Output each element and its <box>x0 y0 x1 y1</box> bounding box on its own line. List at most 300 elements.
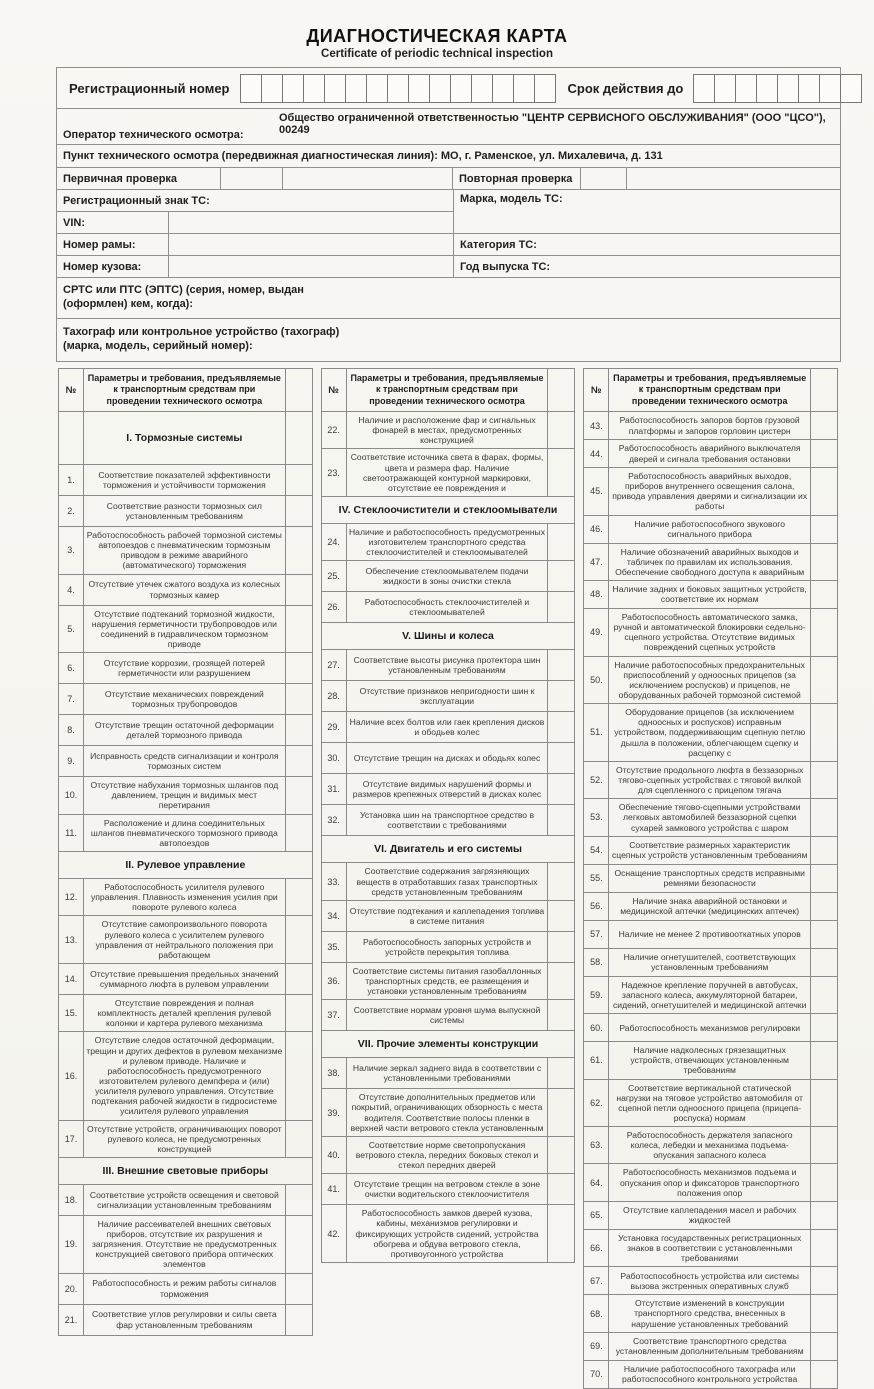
item-number: 12. <box>59 879 84 915</box>
result-cell <box>285 496 312 526</box>
result-cell <box>285 916 312 963</box>
reg-number-cell <box>303 74 325 103</box>
item-text: Работоспособность запорных устройств и устройств перекрытия топлива <box>362 936 532 957</box>
result-cell <box>547 774 574 804</box>
parameters-column-1 <box>58 368 313 1336</box>
item-number: 1. <box>59 465 84 495</box>
item-text: Работоспособность аварийных выходов, приборов внутреннего освещения салона, привода управления дверями и сигнализации их работы <box>612 471 808 512</box>
parameter-row <box>322 1136 575 1173</box>
item-number: 8. <box>59 715 84 745</box>
valid-until-cell <box>777 74 799 103</box>
vin-row <box>57 211 453 233</box>
result-cell <box>285 777 312 813</box>
parameter-row <box>584 948 837 976</box>
reg-number-cell <box>408 74 430 103</box>
parameter-row <box>584 467 837 515</box>
item-number: 7. <box>59 684 84 714</box>
item-text: Соответствие вертикальной статической нагрузки на тяговое устройство автомобиля от сцепной петли одноосного прицепа (прицепа-роспуска) нормам <box>616 1082 803 1123</box>
item-text: Соответствие углов регулировки и силы света фар установленным требованиям <box>92 1309 277 1330</box>
item-number: 54. <box>584 837 609 864</box>
item-number: 16. <box>59 1032 84 1119</box>
parameter-row <box>59 776 312 813</box>
item-text: Отсутствие изменений в конструкции транспортного средства, внесенных в нарушение установленных требований <box>631 1298 789 1329</box>
item-number: 66. <box>584 1230 609 1266</box>
item-number: 41. <box>322 1174 347 1204</box>
inspection-point-label: Пункт технического осмотра (передвижная диагностическая линия): <box>63 150 438 162</box>
item-number: 65. <box>584 1202 609 1229</box>
parameter-row <box>584 976 837 1013</box>
result-cell <box>285 1305 312 1335</box>
reg-number-cell <box>261 74 283 103</box>
item-number: 58. <box>584 949 609 976</box>
section-header-row <box>59 1157 312 1184</box>
parameter-row <box>59 605 312 653</box>
parameter-row <box>59 652 312 683</box>
reg-number-cell <box>450 74 472 103</box>
parameter-row <box>584 1163 837 1200</box>
parameter-row <box>584 543 837 580</box>
item-number: 27. <box>322 650 347 680</box>
valid-until-cell <box>798 74 820 103</box>
item-number: 28. <box>322 681 347 711</box>
item-text: Отсутствие самопроизвольного поворота рулевого колеса с усилителем рулевого управления от нейтрального положения при работающем <box>95 919 274 960</box>
result-column-header <box>547 369 574 411</box>
result-cell <box>285 746 312 776</box>
item-number: 45. <box>584 468 609 515</box>
item-number: 18. <box>59 1185 84 1215</box>
item-number: 25. <box>322 561 347 591</box>
year-label: Год выпуска ТС: <box>460 260 551 273</box>
item-number: 37. <box>322 1000 347 1030</box>
category-row <box>454 233 840 255</box>
table-header-row <box>59 369 312 411</box>
section-header-row <box>322 835 575 862</box>
valid-until-cell <box>756 74 778 103</box>
parameter-row <box>59 994 312 1031</box>
parameter-row <box>584 892 837 920</box>
parameter-row <box>322 649 575 680</box>
result-cell <box>285 606 312 653</box>
valid-until-cell <box>735 74 757 103</box>
item-text: Исправность средств сигнализации и контроля тормозных систем <box>90 750 279 772</box>
item-number: 49. <box>584 609 609 656</box>
item-number: 43. <box>584 412 609 439</box>
parameter-row <box>322 900 575 931</box>
reg-plate-label: Регистрационный знак ТС: <box>63 194 210 207</box>
result-cell <box>285 995 312 1031</box>
reg-number-row <box>57 68 840 108</box>
item-number: 38. <box>322 1058 347 1088</box>
item-text: Работоспособность аварийного выключателя дверей и сигнала требования остановки <box>618 443 801 464</box>
item-text: Работоспособность механизмов подъема и опускания опор и фиксаторов транспортного положения опор <box>620 1167 800 1198</box>
parameter-row <box>584 1266 837 1294</box>
result-cell <box>547 561 574 591</box>
check-type-row <box>57 167 840 189</box>
item-text: Наличие обозначений аварийных выходов и табличек по правилам их использования. Обеспечение свободного доступа к аварийным <box>615 546 805 577</box>
item-text: Наличие рассеивателей внешних световых приборов, отсутствие их разрушения и загрязнения. Отсутствие не предусмотренных конструкцией светового прибора оптических элементов <box>91 1218 277 1270</box>
item-number: 60. <box>584 1014 609 1041</box>
parameter-row <box>322 411 575 448</box>
item-number: 29. <box>322 712 347 742</box>
item-text: Установка шин на транспортное средство в соответствии с требованиями <box>359 810 535 831</box>
inspection-point-row <box>57 144 840 167</box>
table-header-row <box>584 369 837 411</box>
valid-until-label: Срок действия до <box>567 80 684 96</box>
item-text: Соответствие показателей эффективности торможения и устойчивости торможения <box>98 469 271 490</box>
parameter-row <box>59 1031 312 1119</box>
result-cell <box>810 657 837 704</box>
result-cell <box>810 977 837 1013</box>
item-text: Расположение и длина соединительных шлангов пневматического тормозного привода автопоездов <box>90 817 278 848</box>
valid-until-cell <box>819 74 841 103</box>
reg-number-cell-strip <box>240 74 556 103</box>
item-number: 32. <box>322 805 347 835</box>
item-text: Отсутствие подтекания и каплепадения топлива в системе питания <box>349 905 545 926</box>
vehicle-data-grid <box>57 189 840 277</box>
body-number-row <box>57 255 453 277</box>
item-text: Наличие всех болтов или гаек крепления дисков и ободьев колес <box>349 717 545 738</box>
item-number: 39. <box>322 1089 347 1136</box>
result-cell <box>810 581 837 608</box>
make-model-row <box>454 190 840 233</box>
result-cell <box>810 865 837 892</box>
item-number: 6. <box>59 653 84 683</box>
result-cell <box>547 963 574 999</box>
result-cell <box>810 1267 837 1294</box>
item-text: Соответствие транспортного средства установленным дополнительным требованиям <box>615 1336 804 1357</box>
result-cell <box>810 1361 837 1388</box>
reg-number-cell <box>492 74 514 103</box>
result-column-header <box>810 369 837 411</box>
item-text: Обеспечение стеклоомывателем подачи жидкости в зоны очистки стекла <box>365 566 529 587</box>
result-cell <box>285 715 312 745</box>
item-text: Отсутствие превышения предельных значений суммарного люфта в рулевом управлении <box>90 968 279 989</box>
item-number: 70. <box>584 1361 609 1388</box>
parameter-row <box>322 773 575 804</box>
tachograph-row <box>57 318 840 361</box>
result-cell <box>285 1274 312 1304</box>
item-number: 22. <box>322 412 347 448</box>
item-number: 4. <box>59 575 84 605</box>
item-number: 57. <box>584 921 609 948</box>
item-number: 36. <box>322 963 347 999</box>
result-cell <box>547 901 574 931</box>
make-model-label: Марка, модель ТС: <box>460 193 563 205</box>
section-header-row <box>59 851 312 878</box>
item-number: 14. <box>59 964 84 994</box>
result-cell <box>547 1058 574 1088</box>
vehicle-data-right <box>454 190 840 277</box>
reg-number-label: Регистрационный номер <box>69 80 230 96</box>
reg-number-cell <box>345 74 367 103</box>
parameter-row <box>59 495 312 526</box>
item-text: Работоспособность замков дверей кузова, кабины, механизмов регулировки и фиксирующих устройств сидений, устройства обогрева и обдува ветрового стекла, противоугонного устройства <box>355 1208 539 1259</box>
operator-label: Оператор технического осмотра: <box>63 129 244 141</box>
frame-number-row <box>57 233 453 255</box>
number-column-header: № <box>322 369 347 411</box>
result-cell <box>810 1202 837 1229</box>
parameter-row <box>59 745 312 776</box>
parameter-row <box>59 1184 312 1215</box>
item-number: 59. <box>584 977 609 1013</box>
item-text: Оборудование прицепов (за исключением одноосных и роспусков) исправным устройством, поддерживающим сцепную петлю дышла в положении, облегчающем сцепку и расцепку с <box>614 707 806 758</box>
item-number: 17. <box>59 1121 84 1157</box>
header-form <box>56 67 841 362</box>
item-number: 68. <box>584 1295 609 1331</box>
section-title: IV. Стеклоочистители и стеклоомыватели <box>338 503 558 516</box>
result-cell <box>810 1080 837 1127</box>
item-text: Работоспособность устройства или системы вызова экстренных оперативных служб <box>620 1270 799 1291</box>
item-text: Отсутствие трещин на дисках и ободьях колес <box>353 753 541 764</box>
item-text: Работоспособность держателя запасного колеса, лебедки и механизма подъема-опускания запасного колеса <box>626 1130 793 1161</box>
result-cell <box>810 1333 837 1360</box>
reg-number-cell <box>282 74 304 103</box>
parameters-column-2 <box>321 368 576 1263</box>
result-cell <box>810 516 837 543</box>
parameter-row <box>584 1201 837 1229</box>
result-cell <box>810 1230 837 1266</box>
item-text: Отсутствие утечек сжатого воздуха из колесных тормозных камер <box>88 579 281 600</box>
section-title: I. Тормозные системы <box>126 432 243 444</box>
section-header-row <box>322 1030 575 1057</box>
item-text: Обеспечение тягово-сцепными устройствами легковых автомобилей беззазорной сцепки сухарей замкового устройства с шаром <box>618 802 801 833</box>
item-number: 42. <box>322 1205 347 1262</box>
section-title: V. Шины и колеса <box>402 630 494 643</box>
reg-number-cell <box>240 74 262 103</box>
valid-until-cell <box>714 74 736 103</box>
parameter-row <box>584 608 837 656</box>
item-number: 21. <box>59 1305 84 1335</box>
item-text: Установка государственных регистрационных знаков в соответствии с установленными требованиями <box>618 1232 802 1264</box>
item-number: 11. <box>59 815 84 851</box>
result-cell <box>547 1000 574 1030</box>
parameter-row <box>584 411 837 439</box>
table-header-row <box>322 369 575 411</box>
item-number: 52. <box>584 762 609 798</box>
result-cell <box>547 449 574 496</box>
item-number: 24. <box>322 524 347 560</box>
result-cell <box>285 879 312 915</box>
number-column-header: № <box>59 369 84 411</box>
result-cell <box>285 815 312 851</box>
item-text: Наличие огнетушителей, соответствующих установленным требованиям <box>623 952 796 973</box>
item-number: 5. <box>59 606 84 653</box>
result-cell <box>547 1137 574 1173</box>
item-number: 34. <box>322 901 347 931</box>
item-number: 31. <box>322 774 347 804</box>
item-text: Отсутствие признаков непригодности шин к эксплуатации <box>359 686 535 707</box>
result-cell <box>810 921 837 948</box>
item-number: 19. <box>59 1216 84 1273</box>
item-text: Соответствие нормам уровня шума выпускной системы <box>353 1005 541 1026</box>
item-text: Работоспособность усилителя рулевого управления. Плавность изменения усилия при повороте рулевого колеса <box>90 881 278 913</box>
item-text: Наличие знака аварийной остановки и медицинской аптечки (медицинских аптечек) <box>620 896 800 917</box>
document-title: ДИАГНОСТИЧЕСКАЯ КАРТА <box>306 26 568 46</box>
result-cell <box>810 544 837 580</box>
item-text: Соответствие устройств освещения и световой сигнализации установленным требованиям <box>89 1189 279 1210</box>
parameter-row <box>322 680 575 711</box>
result-cell <box>285 653 312 683</box>
item-number: 44. <box>584 440 609 467</box>
item-number: 47. <box>584 544 609 580</box>
result-cell <box>285 1121 312 1157</box>
parameter-row <box>322 999 575 1030</box>
parameter-row <box>59 814 312 851</box>
section-title: VI. Двигатель и его системы <box>374 843 522 856</box>
item-number: 55. <box>584 865 609 892</box>
item-text: Отсутствие следов остаточной деформации, трещин и других дефектов в рулевом механизме и рулевом приводе. Наличие и работоспособность предусмотренного изготовителем рулевого демпфера и (или) усилителя рулевого управления. Отсутствие подтекания рабочей жидкости в гидросистеме усилителя рулевого управления <box>86 1035 283 1117</box>
item-text: Работоспособность запоров бортов грузовой платформы и запоров горловин цистерн <box>619 415 800 436</box>
result-cell <box>547 932 574 962</box>
result-cell <box>285 465 312 495</box>
item-number: 35. <box>322 932 347 962</box>
result-cell <box>547 805 574 835</box>
parameter-row <box>584 1294 837 1331</box>
item-number: 10. <box>59 777 84 813</box>
result-cell <box>810 837 837 864</box>
item-text: Отсутствие устройств, ограничивающих поворот рулевого колеса, не предусмотренных конструкцией <box>87 1123 282 1154</box>
parameter-row <box>584 1041 837 1078</box>
valid-until-cell <box>693 74 715 103</box>
operator-value: Общество ограниченной ответственностью "ЦЕНТР СЕРВИСНОГО ОБСЛУЖИВАНИЯ" (ООО "ЦСО"), 00249 <box>279 112 826 136</box>
srts-row <box>57 277 840 318</box>
parameter-row <box>59 1304 312 1335</box>
result-cell <box>547 592 574 622</box>
category-label: Категория ТС: <box>460 238 537 251</box>
result-cell <box>810 1127 837 1163</box>
parameter-row <box>584 920 837 948</box>
item-number: 61. <box>584 1042 609 1078</box>
parameter-row <box>322 862 575 899</box>
parameter-row <box>59 683 312 714</box>
parameter-row <box>322 742 575 773</box>
item-number: 33. <box>322 863 347 899</box>
parameter-row <box>584 656 837 704</box>
reg-plate-row <box>57 190 453 211</box>
item-number: 9. <box>59 746 84 776</box>
result-column-header <box>285 369 312 411</box>
parameter-row <box>584 1360 837 1388</box>
primary-check-label: Первичная проверка <box>63 172 178 185</box>
section-title: III. Внешние световые приборы <box>102 1164 269 1177</box>
vin-label: VIN: <box>63 216 85 229</box>
empty-result-cell <box>285 412 312 464</box>
repeat-check-label: Повторная проверка <box>459 172 573 185</box>
result-cell <box>810 468 837 515</box>
result-cell <box>810 799 837 835</box>
parameter-row <box>584 864 837 892</box>
item-text: Соответствие разности тормозных сил установленным требованиям <box>106 500 262 521</box>
item-number: 62. <box>584 1080 609 1127</box>
item-text: Отсутствие подтеканий тормозной жидкости, нарушения герметичности трубопроводов или соединений в гидравлическом тормозном приводе <box>91 608 277 649</box>
parameter-row <box>322 523 575 560</box>
item-text: Оснащение транспортных средств исправными ремнями безопасности <box>614 868 805 889</box>
parameter-row <box>584 580 837 608</box>
item-text: Работоспособность рабочей тормозной системы автопоездов с пневматическим тормозным приводом в режиме аварийного (автоматического) торможения <box>86 530 282 571</box>
parameter-row <box>584 798 837 835</box>
tachograph-label: Тахограф или контрольное устройство (тахограф) (марка, модель, серийный номер): <box>63 326 340 352</box>
item-number: 13. <box>59 916 84 963</box>
result-cell <box>547 743 574 773</box>
item-text: Соответствие норме светопропускания ветрового стекла, передних боковых стекол и стекол передних дверей <box>355 1139 539 1171</box>
item-number: 51. <box>584 704 609 761</box>
item-text: Соответствие источника света в фарах, формы, цвета и размера фар. Наличие светоотражающей контурной маркировки, отсутствие ее повреждения и <box>350 452 544 493</box>
parameters-column-3 <box>583 368 838 1389</box>
item-number: 30. <box>322 743 347 773</box>
section-title: VII. Прочие элементы конструкции <box>357 1038 539 1051</box>
parameter-row <box>584 1126 837 1163</box>
result-cell <box>547 524 574 560</box>
result-cell <box>810 1295 837 1331</box>
item-text: Наличие работоспособного звукового сигнального прибора <box>634 518 785 540</box>
result-cell <box>547 681 574 711</box>
result-cell <box>285 1032 312 1119</box>
number-column-header: № <box>584 369 609 411</box>
item-text: Соответствие размерных характеристик сцепных устройств установленным требованиям <box>611 840 808 861</box>
parameter-row <box>322 804 575 835</box>
result-cell <box>547 1205 574 1262</box>
result-cell <box>547 650 574 680</box>
parameter-row <box>584 836 837 864</box>
item-text: Наличие работоспособных предохранительных приспособлений у одноосных прицепов (за исключением роспусков) и прицепов, не оборудованных рабочей тормозной системой <box>614 659 805 700</box>
valid-until-cell-strip <box>693 74 862 103</box>
parameter-row <box>584 761 837 798</box>
parameter-row <box>322 560 575 591</box>
valid-until-cell <box>840 74 862 103</box>
result-cell <box>810 762 837 798</box>
parameters-column-header: Параметры и требования, предъявляемые к транспортным средствам при проведении технического осмотра <box>350 373 544 406</box>
reg-number-cell <box>387 74 409 103</box>
item-number: 46. <box>584 516 609 543</box>
result-cell <box>547 712 574 742</box>
parameter-row <box>59 574 312 605</box>
result-cell <box>810 412 837 439</box>
result-cell <box>810 440 837 467</box>
parameter-row <box>584 1332 837 1360</box>
item-number: 40. <box>322 1137 347 1173</box>
item-text: Наличие работоспособного тахографа или работоспособного контрольного устройства <box>622 1364 798 1385</box>
parameter-row <box>584 439 837 467</box>
parameter-row <box>584 515 837 543</box>
reg-number-cell <box>429 74 451 103</box>
parameter-row <box>59 915 312 963</box>
result-cell <box>810 893 837 920</box>
result-cell <box>810 704 837 761</box>
reg-number-cell <box>366 74 388 103</box>
parameters-column-header: Параметры и требования, предъявляемые к транспортным средствам при проведении технического осмотра <box>613 373 807 406</box>
parameter-row <box>59 878 312 915</box>
item-text: Надежное крепление поручней в автобусах, запасного колеса, аккумуляторной батареи, сидений, огнетушителей и медицинской аптечки <box>612 979 807 1010</box>
parameter-row <box>322 448 575 496</box>
result-cell <box>547 1089 574 1136</box>
item-number: 2. <box>59 496 84 526</box>
result-cell <box>285 575 312 605</box>
result-cell <box>810 1164 837 1200</box>
result-cell <box>285 1216 312 1273</box>
section-header-row <box>322 496 575 523</box>
result-cell <box>810 949 837 976</box>
item-number: 20. <box>59 1274 84 1304</box>
section-title: II. Рулевое управление <box>125 858 246 871</box>
item-number: 48. <box>584 581 609 608</box>
item-text: Наличие не менее 2 противооткатных упоров <box>618 929 801 940</box>
parameter-row <box>59 464 312 495</box>
parameter-row <box>584 703 837 761</box>
srts-label: СРТС или ПТС (ЭПТС) (серия, номер, выдан (оформлен) кем, когда): <box>63 284 304 310</box>
reg-number-cell <box>324 74 346 103</box>
item-number: 63. <box>584 1127 609 1163</box>
frame-number-label: Номер рамы: <box>63 238 136 251</box>
